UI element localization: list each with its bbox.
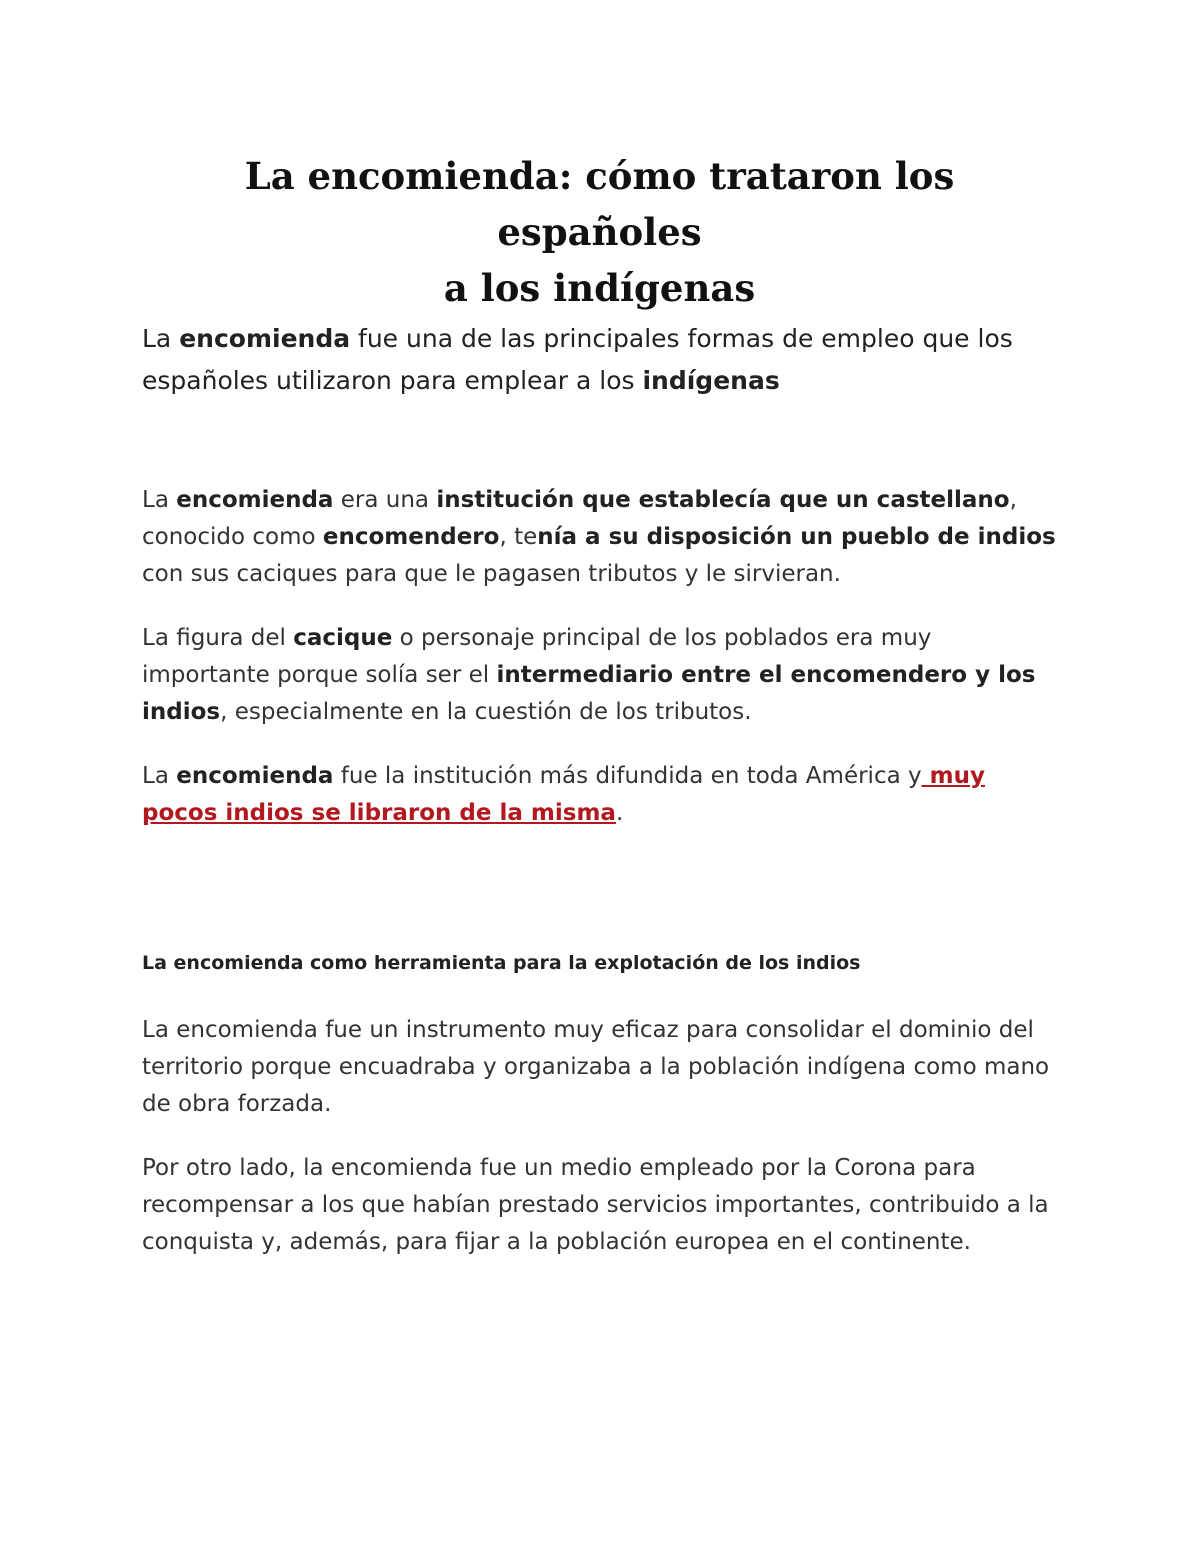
bold-term: encomienda [176, 763, 334, 789]
lead-bold-term: indígenas [642, 366, 780, 395]
title-line-2: a los indígenas [443, 266, 756, 310]
paragraph-corona: Por otro lado, la encomienda fue un medio empleado por la Corona para recompensar a los que habían prestado servicios importantes, contribuido a la conquista y, además, para fijar a la población europea en el continente. [142, 1155, 1049, 1255]
paragraph-text: , te [499, 524, 538, 550]
paragraph-text: con sus caciques para que le pagasen tributos y le sirvieran. [142, 561, 841, 587]
paragraph-text: era una [333, 487, 437, 513]
paragraph-text: La [142, 763, 177, 789]
bold-term: nía a su disposición un pueblo de indios [537, 524, 1056, 550]
page-title [142, 148, 1057, 316]
paragraph-text: La figura del [142, 625, 294, 651]
paragraph-text: fue la institución más difundida en toda América y [333, 763, 922, 789]
section-heading: La encomienda como herramienta para la explotación de los indios [142, 952, 861, 974]
paragraph-text: , especialmente en la cuestión de los tributos. [220, 699, 752, 725]
paragraph-difusion [142, 758, 1057, 832]
paragraph-cacique [142, 620, 1057, 731]
bold-term: encomendero [322, 524, 500, 550]
lead-text: La [142, 324, 180, 353]
paragraph-text: . [615, 800, 624, 826]
bold-term: cacique [293, 625, 393, 651]
bold-term: intermediario entre el encomendero y los indios [142, 662, 1036, 725]
bold-term: encomienda [176, 487, 334, 513]
inline-link[interactable]: muy pocos indios se libraron de la misma [142, 763, 985, 826]
paragraph-text: , conocido como [142, 487, 1017, 550]
lead-paragraph [142, 318, 1042, 402]
lead-bold-term: encomienda [179, 324, 351, 353]
paragraph-instrumento: La encomienda fue un instrumento muy eficaz para consolidar el dominio del territorio porque encuadraba y organizaba a la población indígena como mano de obra forzada. [142, 1017, 1050, 1117]
paragraph-text: La [142, 487, 177, 513]
paragraph-text: o personaje principal de los poblados era muy importante porque solía ser el [142, 625, 932, 688]
lead-text: fue una de las principales formas de empleo que los españoles utilizaron para emplear a los [142, 324, 1013, 395]
bold-term: institución que establecía que un castellano [436, 487, 1010, 513]
title-line-1: La encomienda: cómo trataron los españoles [244, 154, 955, 254]
paragraph-definition [142, 482, 1057, 593]
